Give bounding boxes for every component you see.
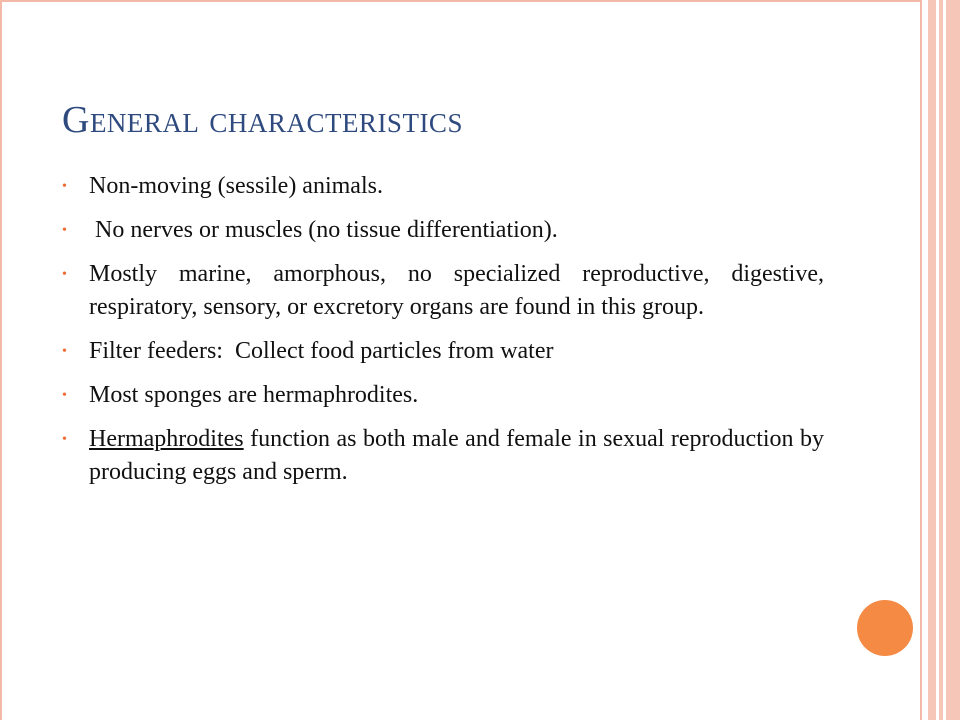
decorative-stripe <box>939 0 943 720</box>
bullet-item <box>62 214 824 247</box>
frame-top-line <box>0 0 922 2</box>
bullet-item <box>62 379 824 412</box>
bullet-text: Most sponges are hermaphrodites. <box>89 382 419 408</box>
bullet-marker-icon: • <box>62 223 67 238</box>
frame-right-line <box>920 0 922 720</box>
slide-title: General characteristics <box>62 99 463 141</box>
bullet-item <box>62 335 824 368</box>
bullet-marker-icon: • <box>62 344 67 359</box>
bullet-text: Non-moving (sessile) animals. <box>89 173 383 199</box>
bullet-text: Filter feeders: Collect food particles from water <box>89 338 554 364</box>
bullet-marker-icon: • <box>62 388 67 403</box>
bullet-text: No nerves or muscles (no tissue differentiation). <box>89 217 558 243</box>
bullet-item <box>62 170 824 203</box>
bullet-item <box>62 423 824 489</box>
frame-left-line <box>0 0 2 720</box>
bullet-item <box>62 258 824 324</box>
decorative-circle <box>857 600 913 656</box>
decorative-stripe <box>928 0 936 720</box>
bullet-marker-icon: • <box>62 267 67 282</box>
bullet-list <box>62 170 824 500</box>
bullet-text: function as both male and female in sexual reproduction by producing eggs and sperm. <box>89 426 824 485</box>
underlined-term: Hermaphrodites <box>89 426 244 452</box>
bullet-marker-icon: • <box>62 432 67 447</box>
bullet-text: Mostly marine, amorphous, no specialized reproductive, digestive, respiratory, sensory, or excretory organs are found in this group. <box>89 261 824 320</box>
bullet-marker-icon: • <box>62 179 67 194</box>
decorative-stripe <box>946 0 960 720</box>
